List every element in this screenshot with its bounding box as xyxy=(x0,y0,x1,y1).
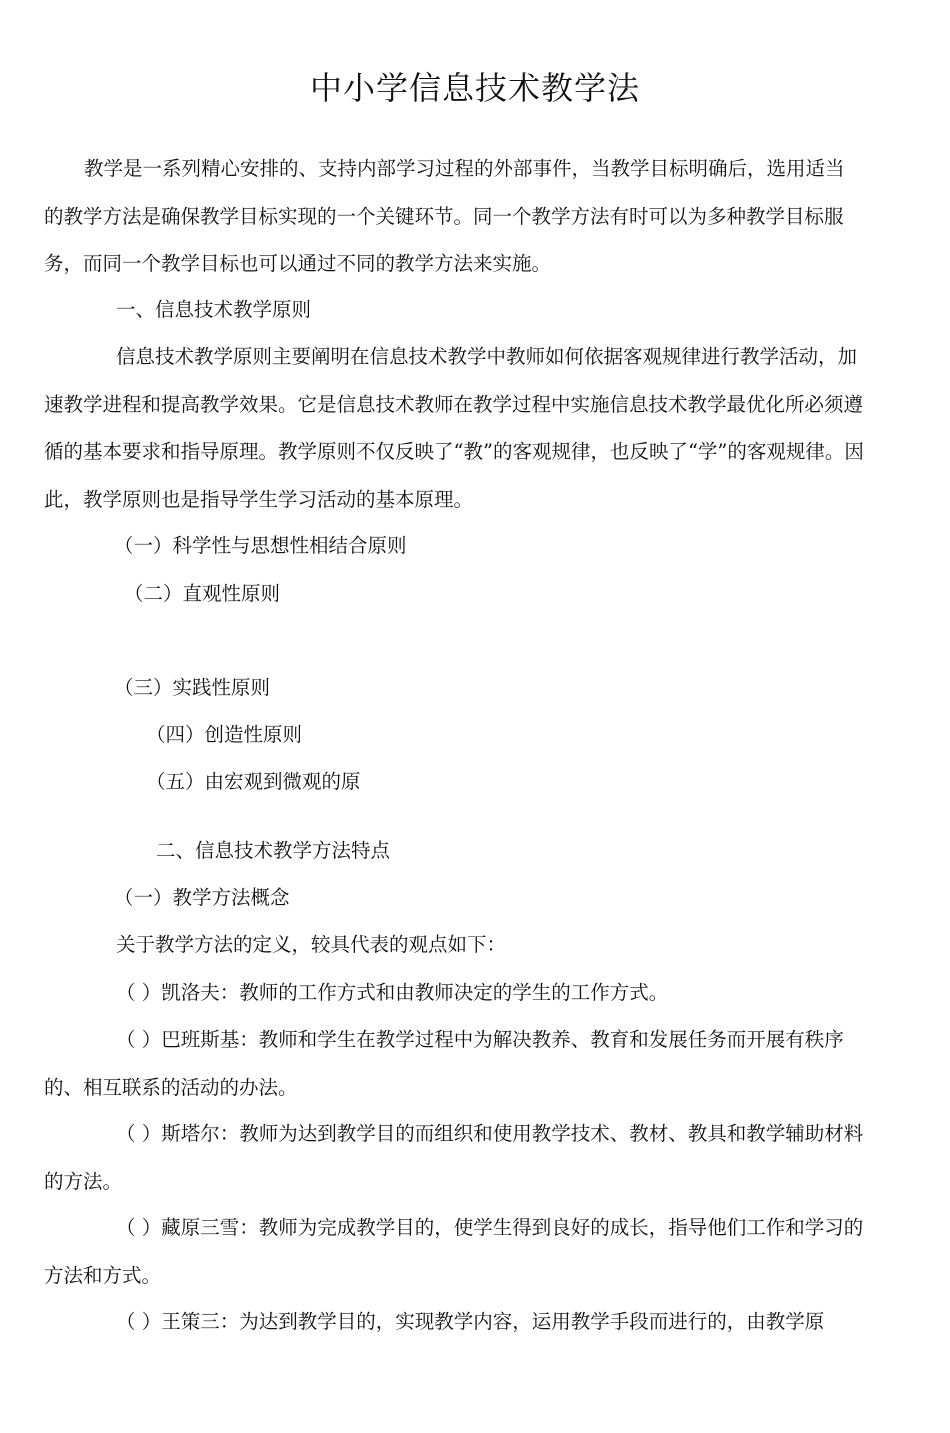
section2-subheading: （一）教学方法概念 xyxy=(114,886,290,909)
principle-item-5: （五）由宏观到微观的原 xyxy=(146,770,361,793)
principle-item-2: （二）直观性原则 xyxy=(124,582,281,605)
definition-item: （ ）斯塔尔：教师为达到教学目的而组织和使用教学技术、教材、教具和教学辅助材料的方法。 xyxy=(44,1122,864,1193)
intro-paragraph: 教学是一系列精心安排的、支持内部学习过程的外部事件，当教学目标明确后，选用适当的教学方法是确保教学目标实现的一个关键环节。同一个教学方法有时可以为多种教学目标服务，而同一个教学目标也可以通过不同的教学方法来实施。 xyxy=(44,157,845,275)
definition-item: （ ）凯洛夫：教师的工作方式和由教师决定的学生的工作方式。 xyxy=(116,981,669,1004)
section1-heading: 一、信息技术教学原则 xyxy=(116,298,312,321)
definitions-lead: 关于教学方法的定义，较具代表的观点如下： xyxy=(116,933,507,956)
section2-heading: 二、信息技术教学方法特点 xyxy=(156,839,391,862)
definition-item: （ ）巴班斯基：教师和学生在教学过程中为解决教养、教育和发展任务而开展有秩序的、相互联系的活动的办法。 xyxy=(44,1028,844,1099)
definition-item: （ ）王策三：为达到教学目的，实现教学内容，运用教学手段而进行的，由教学原 xyxy=(116,1310,825,1333)
definition-item: （ ）藏原三雪：教师为完成教学目的，使学生得到良好的成长，指导他们工作和学习的方法和方式。 xyxy=(44,1216,864,1287)
principle-item-3: （三）实践性原则 xyxy=(114,676,271,699)
section1-body: 信息技术教学原则主要阐明在信息技术教学中教师如何依据客观规律进行教学活动，加速教学进程和提高教学效果。它是信息技术教师在教学过程中实施信息技术教学最优化所必须遵循的基本要求和指导原理。教学原则不仅反映了“教”的客观规律，也反映了“学”的客观规律。因此，教学原则也是指导学生学习活动的基本原理。 xyxy=(44,345,864,511)
principle-item-4: （四）创造性原则 xyxy=(146,723,303,746)
principle-item-1: （一）科学性与思想性相结合原则 xyxy=(114,534,407,557)
document-title: 中小学信息技术教学法 xyxy=(309,69,640,107)
